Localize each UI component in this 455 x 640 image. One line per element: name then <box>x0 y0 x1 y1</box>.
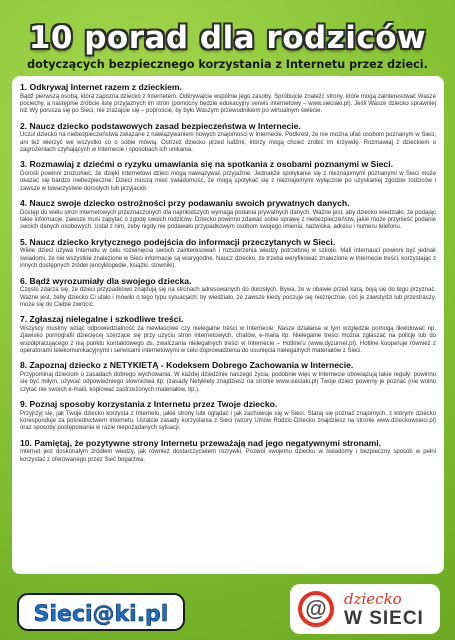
tip-1 <box>20 82 436 116</box>
tip-3 <box>20 159 436 193</box>
tip-text: Uczul dziecko na niebezpieczeństwa związane z nawiązywaniem nowych znajomości w Internecie. Podkreśl, że nie można ufać osobom poznanym w Sieci, ani też wierzyć we wszystko co o sobie mówią. Ostrzeż dziecko przed ludźmi, którzy mogą chcieć zrobić im krzywdę. Rozmawiaj z dzieckiem o zagrożeniach czyhających w Internecie i sposobach ich unikania. <box>20 132 436 154</box>
sieciaki-logo <box>16 590 186 634</box>
tip-heading: 4. Naucz swoje dziecko ostrożności przy podawaniu swoich prywatnych danych. <box>20 198 350 209</box>
page-title: 10 porad dla rodziców <box>28 20 427 56</box>
tip-text: Dorośli powinni zrozumieć, że dzięki Internetowi dzieci mogą nawiązywać przyjaźnie. Jednakże spotykanie się z nieznajomymi poznanymi w Sieci może okazać się bardzo niebezpieczne. Dzieci muszą mieć świadomość, że mogą spotykać się z nieznajomymi wyłącznie po uzyskaniej zgodzie rodziców i zawsze w towarzystwie dorosłych lub przyjaciół. <box>20 170 436 192</box>
page-subtitle: dotyczących bezpiecznego korzystania z Internetu przez dzieci. <box>27 58 428 71</box>
tip-text: Przyjrzyj się, jak Twoje dziecko korzysta z Internetu, jakie strony lubi oglądać i jak zachowuje się w Sieci. Staraj się poznać znajomych, z którymi dziecko koresponduje za pośrednictwem Internetu. Ustalcie zasady korzystania z Sieci (wzory Umów Rodzic-Dziecko znajdziesz na stronie www.dzieckowsieci.pl) oraz sposoby postępowania w razie niepożądanych sytuacji. <box>20 410 436 432</box>
footer <box>0 576 455 640</box>
tip-2 <box>20 121 436 155</box>
tip-text: Często zdarza się, że dzieci przypadkowo znajdują się na stronach adresowanych do dorosłych. Bywa, że w obawie przed karą, boją się do tego przyznać. Ważne jest, żeby dziecko Ci ufało i mówiło o tego typu sytuacjach; by wiedziało, że zawsze kiedy poczuje się niezręcznie, coś je zawstydzi lub przestraszy, może się do Ciebie zwrócić. <box>20 287 436 308</box>
tip-7 <box>20 314 436 355</box>
tip-heading: 8. Zapoznaj dziecko z NETYKIETĄ - Kodeksem Dobrego Zachowania w Internecie. <box>20 360 354 371</box>
tip-heading: 2. Naucz dziecko podstawowych zasad bezpieczeństwa w Internecie. <box>20 120 301 131</box>
tip-text: Wiele dzieci używa Internetu w celu rozwinięcia swoich zainteresowań i rozszerzenia wiedzy potrzebnej w szkole. Mali internauci powinni być jednak świadomi, że nie wszystkie znalezione w Sieci informacje są wiarygodne. Naucz dziecko, że trzeba weryfikować znalezione w Internecie treści, korzystając z innych dostępnych źródeł (encyklopedie, książki, stowniki). <box>20 248 436 270</box>
tip-text: Przypominaj dzieciom o zasadach dobrego wychowania. W każdej dziedzinie naszego życia, podobnie więc w Internecie obowiązują takie reguły: powinno się być miłym, używać odpowiedniego słownictwa itp. (zasady Netykiety znajdziesz na stronie www.sieciaki.pl) Twoje dzieci powinny je poznać (nie wolno czytać nie swoich e-maili, kopiować zastrzeżonych materiałów, itp.). <box>20 371 436 393</box>
tip-heading: 6. Bądź wyrozumiały dla swojego dziecka. <box>20 275 192 286</box>
tip-heading: 5. Naucz dziecko krytycznego podejścia do informacji przeczytanych w Sieci. <box>20 236 336 247</box>
tip-heading: 9. Poznaj sposoby korzystania z Internetu przez Twoje dziecko. <box>20 399 278 410</box>
sieciaki-logo-text: Sieci@ki.pl <box>33 602 169 627</box>
tip-9 <box>20 399 436 433</box>
tip-text: Internet jest doskonałym źródłem wiedzy, jak również dostarczycielem rozrywki. Pozwól swojemu dziecku w świadomy i bezpieczny sposób w pełni korzystać z oferowanego przez Sieć bogactwa. <box>20 449 436 463</box>
logo-right-bottom-text: W SIECI <box>344 608 424 629</box>
tip-heading: 7. Zgłaszaj nielegalne i szkodliwe treści. <box>20 314 184 325</box>
tip-8 <box>20 360 436 394</box>
tip-heading: 3. Rozmawiaj z dziećmi o ryzyku umawiania się na spotkania z osobami poznanymi w Sieci. <box>20 159 393 170</box>
tip-heading: 1. Odkrywaj Internet razem z dzieckiem. <box>20 82 182 92</box>
tip-text: Wszyscy musimy wziąć odpowiedzialność za niewłaściwe czy nielegalne treści w Internecie. Nasze działania w tym względzie pomogą likwidować np. zjawisko pornografii dziecięcej szerzące się przy użyciu stron internetowych, chatów, e-maila itp. Nielegalne treści można zgłaszać na policję lub do współpracującego z nią punktu kontaktowego ds. zwalczania nielegalnych treści w Internecie – Hotline'u (www.dyzurnet.pl). Hotline kooperuje również z operatorami telekomunikacyjnymi i serwisami internetowymi w celu doprowadzenia do usunięcia nielegalnych materiałów z Sieci. <box>20 325 436 355</box>
tip-6 <box>20 276 436 310</box>
at-sign-icon: @ <box>298 591 334 627</box>
tip-text: Dostęp do wielu stron internetowych przeznaczonych dla najmłodszych wymaga podania prywatnych danych. Ważne jest, aby dziecko wiedziało, że podając takie informacje, zawsze musi zapytać o zgodę swoich rodziców. Dziecko powinno zdawać sobie sprawę z niebezpieczeństw, jakie może przynieść podanie swoich danych osobowych. Ustal z nim, żeby nigdy nie podawało przypadkowym osobom swojego imienia, nazwiska, adresu i numeru telefonu. <box>20 209 436 231</box>
tip-heading: 10. Pamiętaj, że pozytywne strony Internetu przeważają nad jego negatywnymi stronami. <box>20 437 382 448</box>
tip-10 <box>20 438 436 464</box>
tips-panel <box>12 76 444 574</box>
tip-text: Bądź pierwszą osobą, która zapozna dziecko z Internetem. Odkrywajcie wspólnie jego zasoby. Spróbujcie znaleźć strony, które mogą zainteresować Wasze pociechy, a następnie zróbcie listę przyjaznych im stron (pomocny będzie edukacyjny serwis internetowy – www.sieciaki.pl). Jeśli Wasze dziecko sprawniej niż Wy porusza się po Sieci, nie zrażajcie się – poproście, by było Waszym przewodnikiem po wirtualnym świecie. <box>20 93 436 115</box>
tip-5 <box>20 237 436 271</box>
logo-right-top-text: dziecko <box>344 590 402 608</box>
tip-4 <box>20 198 436 232</box>
dziecko-w-sieci-logo <box>290 584 440 634</box>
